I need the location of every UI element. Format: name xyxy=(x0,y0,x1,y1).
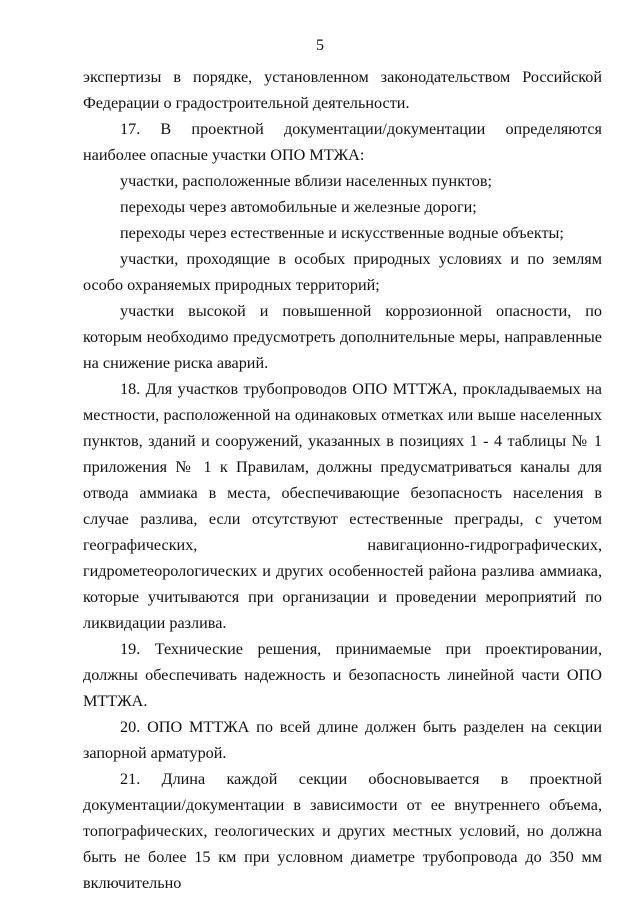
list-item-special-conditions: участки, проходящие в особых природных условиях и по землям особо охраняемых природных территорий; xyxy=(83,250,602,294)
paragraph-17: 17. В проектной документации/документации определяются наиболее опасные участки ОПО МТЖА: xyxy=(83,120,602,164)
document-body xyxy=(83,64,602,896)
list-item-corrosion: участки высокой и повышенной коррозионной опасности, по которым необходимо предусмотреть дополнительные меры, направленные на снижение риска аварий. xyxy=(83,302,602,372)
page-number: 5 xyxy=(316,37,324,54)
list-item-road-crossings: переходы через автомобильные и железные дороги; xyxy=(120,198,477,216)
list-item-water-crossings: переходы через естественные и искусственные водные объекты; xyxy=(120,224,564,242)
paragraph-20: 20. ОПО МТТЖА по всей длине должен быть разделен на секции запорной арматурой. xyxy=(83,718,602,762)
list-item-settlements: участки, расположенные вблизи населенных пунктов; xyxy=(120,172,492,190)
paragraph-21: 21. Длина каждой секции обосновывается в проектной документации/документации в зависимости от ее внутреннего объема, топографических, геологических и других местных условий, но должна быть не более 15 км при условном диаметре трубопровода до 350 мм включительно xyxy=(83,770,602,892)
paragraph-continuation: экспертизы в порядке, установленном законодательством Российской Федерации о градостроительной деятельности. xyxy=(83,68,602,112)
paragraph-18: 18. Для участков трубопроводов ОПО МТТЖА, прокладываемых на местности, расположенной на одинаковых отметках или выше населенных пунктов, зданий и сооружений, указанных в позициях 1 - 4 таблицы № 1 приложения № 1 к Правилам, должны предусматриваться каналы для отвода аммиака в места, обеспечивающие безопасность населения в случае разлива, если отсутствуют естественные преграды, с учетом географических, навигационно-гидрографических, гидрометеорологических и других особенностей района разлива аммиака, которые учитываются при организации и проведении мероприятий по ликвидации разлива. xyxy=(83,380,602,632)
paragraph-19: 19. Технические решения, принимаемые при проектировании, должны обеспечивать надежность и безопасность линейной части ОПО МТТЖА. xyxy=(83,640,602,710)
